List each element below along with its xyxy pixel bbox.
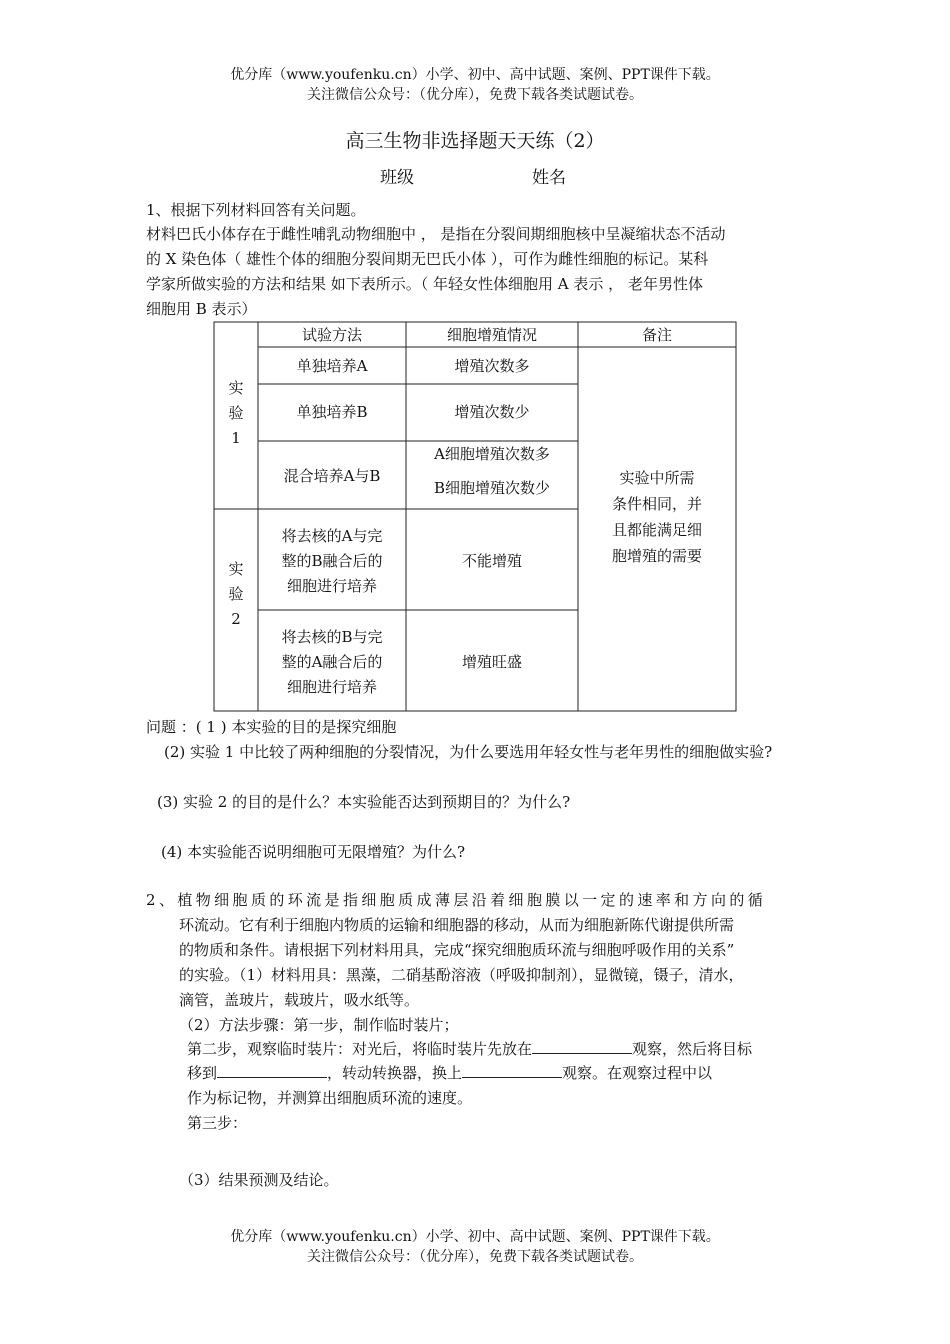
table-header-method: 试验方法: [301, 326, 363, 344]
q2-method-title: （2）方法步骤：第一步，制作临时装片；: [179, 1016, 459, 1034]
q2-step2-line1: [187, 1038, 752, 1060]
q1-material-line: 学家所做实验的方法和结果 如下表所示。（ 年轻女性体细胞用 A 表示 ， 老年男性体: [146, 275, 703, 293]
page-title: 高三生物非选择题天天练（2）: [345, 130, 605, 152]
q1-question-4: (4) 本实验能否说明细胞可无限增殖？为什么?: [161, 843, 466, 861]
note-text: 条件相同，并: [611, 495, 703, 513]
q2-line: 环流动。它有利于细胞内物质的运输和细胞器的移动，从而为细胞新陈代谢提供所需: [179, 916, 735, 934]
step2-text: ，转动转换器，换上: [327, 1064, 463, 1082]
row-method: 将去核的A与完: [281, 527, 383, 545]
row-method: 整的B融合后的: [281, 552, 383, 570]
row-method: 细胞进行培养: [286, 577, 378, 595]
class-label: 班级: [380, 168, 414, 188]
row-method: 混合培养A与B: [283, 467, 381, 485]
q1-question-3: (3) 实验 2 的目的是什么？本实验能否达到预期目的？为什么?: [157, 793, 571, 811]
q1-material-line: 细胞用 B 表示）: [146, 300, 257, 318]
q1-material-line: 材料巴氏小体存在于雌性哺乳动物细胞中 ， 是指在分裂间期细胞核中呈凝缩状态不活动: [146, 225, 726, 243]
step2-text: 观察，然后将目标: [632, 1040, 753, 1058]
q2-result: （3）结果预测及结论。: [179, 1171, 339, 1189]
group2-label: 验: [228, 585, 244, 603]
group2-label: 2: [231, 610, 241, 628]
q2-line: 滴管，盖玻片，载玻片，吸水纸等。: [179, 991, 420, 1009]
row-result: A细胞增殖次数多: [434, 445, 550, 463]
row-method: 整的A融合后的: [281, 653, 383, 671]
step2-text: 观察。在观察过程中以: [562, 1064, 713, 1082]
row-method: 细胞进行培养: [286, 678, 378, 696]
header-line-2: 关注微信公众号：（优分库），免费下载各类试题试卷。: [307, 87, 643, 103]
group1-label: 验: [228, 404, 244, 422]
note-text: 实验中所需: [619, 469, 695, 487]
group1-label: 实: [228, 379, 244, 397]
row-method: 单独培养B: [296, 403, 368, 421]
q2-line: 的物质和条件。请根据下列材料用具，完成“探究细胞质环流与细胞呼吸作用的关系”: [179, 941, 735, 959]
note-text: 且都能满足细: [611, 521, 703, 539]
q2-line: 的实验。（1）材料用具：黑藻，二硝基酚溶液（呼吸抑制剂），显微镜，镊子，清水，: [179, 966, 744, 984]
answer-blank-1[interactable]: [532, 1038, 632, 1054]
row-result: 不能增殖: [461, 552, 523, 570]
table-header-note: 备注: [641, 326, 673, 344]
row-method: 单独培养A: [296, 357, 368, 375]
answer-blank-2[interactable]: [217, 1062, 327, 1078]
row-method: 将去核的B与完: [281, 628, 383, 646]
q1-question-1: 问题 ：( 1 ) 本实验的目的是探究细胞: [146, 718, 397, 736]
footer-line-1: 优分库（www.youfenku.cn）小学、初中、高中试题、案例、PPT课件下载。: [230, 1229, 720, 1245]
row-result: B细胞增殖次数少: [433, 479, 551, 497]
footer-line-2: 关注微信公众号：（优分库），免费下载各类试题试卷。: [307, 1249, 643, 1265]
q2-step2-line2: [187, 1062, 712, 1084]
note-text: 胞增殖的需要: [611, 547, 703, 565]
row-result: 增殖次数少: [454, 403, 530, 421]
answer-blank-3[interactable]: [462, 1062, 562, 1078]
q1-question-2: (2) 实验 1 中比较了两种细胞的分裂情况，为什么要选用年轻女性与老年男性的细胞做实验?: [164, 743, 773, 761]
q1-material-line: 的 X 染色体（ 雄性个体的细胞分裂间期无巴氏小体 ），可作为雌性细胞的标记。某科: [146, 250, 709, 268]
step2-text: 移到: [187, 1064, 218, 1082]
q2-step2-line3: 作为标记物，并测算出细胞质环流的速度。: [187, 1089, 473, 1107]
q2-step3: 第三步：: [187, 1114, 248, 1132]
group1-label: 1: [231, 429, 241, 447]
q1-intro: 1、根据下列材料回答有关问题。: [146, 201, 366, 219]
table-header-result: 细胞增殖情况: [446, 326, 538, 344]
step2-text: 第二步，观察临时装片：对光后，将临时装片先放在: [187, 1040, 533, 1058]
name-label: 姓名: [532, 168, 566, 188]
row-result: 增殖次数多: [454, 357, 530, 375]
group2-label: 实: [228, 560, 244, 578]
row-result: 增殖旺盛: [461, 653, 523, 671]
header-line-1: 优分库（www.youfenku.cn）小学、初中、高中试题、案例、PPT课件下载。: [230, 67, 720, 83]
q2-line: 2、植物细胞质的环流是指细胞质成薄层沿着细胞膜以一定的速率和方向的循: [146, 891, 767, 909]
